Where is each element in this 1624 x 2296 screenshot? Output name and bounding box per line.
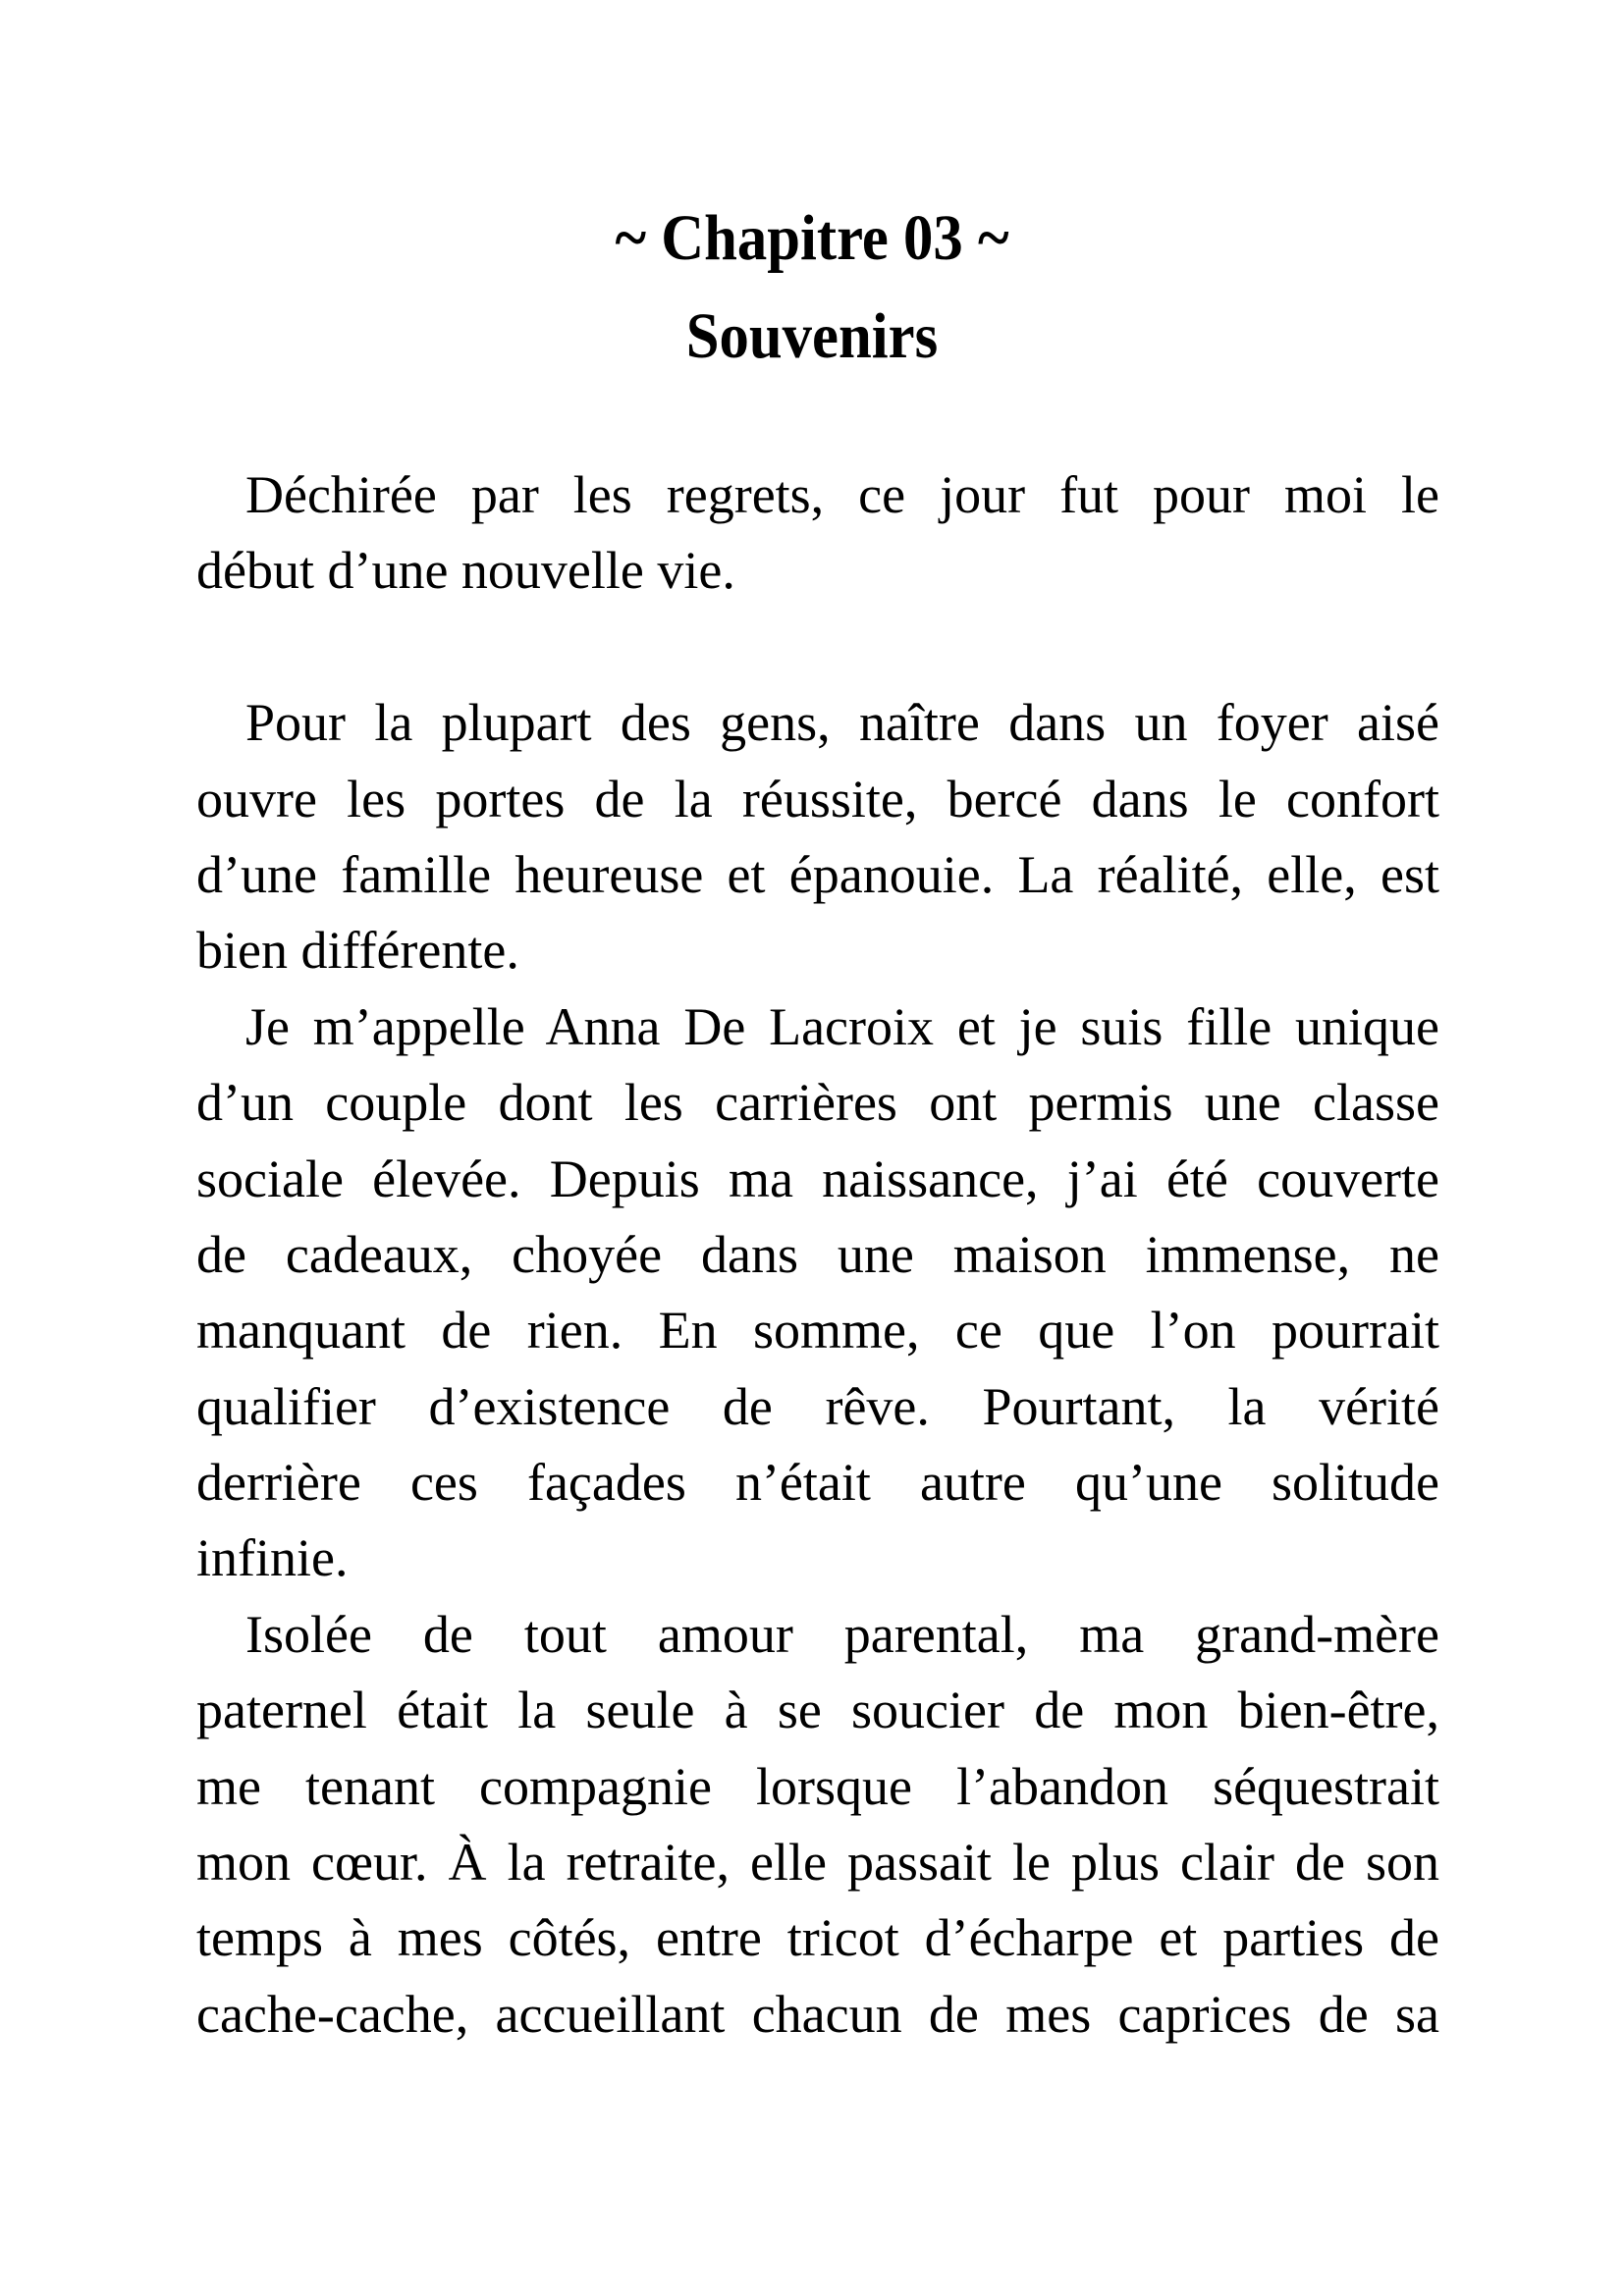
text-line: me tenant compagnie lorsque l’abandon séquestrait — [196, 1756, 1439, 1816]
paragraph-3 — [196, 989, 1439, 1597]
paragraph-2 — [196, 685, 1439, 989]
text-line: mon cœur. À la retraite, elle passait le plus clair de son — [196, 1833, 1439, 1893]
text-line: sociale élevée. Depuis ma naissance, j’ai été couverte — [196, 1148, 1439, 1208]
text-line: derrière ces façades n’était autre qu’une solitude — [196, 1453, 1439, 1513]
text-line: manquant de rien. En somme, ce que l’on pourrait — [196, 1301, 1439, 1361]
text-line: début d’une nouvelle vie. — [196, 541, 735, 601]
text-line: temps à mes côtés, entre tricot d’écharpe et parties de — [196, 1908, 1439, 1968]
chapter-subtitle: Souvenirs — [685, 300, 939, 372]
chapter-title — [0, 189, 1624, 386]
text-line: cache-cache, accueillant chacun de mes caprices de sa — [196, 1984, 1439, 2044]
text-line: Je m’appelle Anna De Lacroix et je suis fille unique — [245, 996, 1439, 1056]
text-line: de cadeaux, choyée dans une maison immense, ne — [196, 1224, 1439, 1284]
text-line: qualifier d’existence de rêve. Pourtant, la vérité — [196, 1376, 1439, 1436]
chapter-heading: ~ Chapitre 03 ~ — [615, 202, 1009, 274]
text-line: d’un couple dont les carrières ont permis une classe — [196, 1073, 1439, 1133]
text-line: paternel était la seule à se soucier de mon bien-être, — [196, 1681, 1439, 1740]
text-line: Pour la plupart des gens, naître dans un foyer aisé — [245, 693, 1439, 753]
text-line: Déchirée par les regrets, ce jour fut pour moi le — [245, 465, 1439, 524]
paragraph-1 — [196, 457, 1439, 610]
chapter-body — [196, 457, 1439, 2053]
paragraph-gap — [196, 610, 1439, 685]
text-line: infinie. — [196, 1528, 349, 1588]
text-line: bien différente. — [196, 921, 519, 981]
text-line: d’une famille heureuse et épanouie. La réalité, elle, est — [196, 844, 1439, 904]
text-line: ouvre les portes de la réussite, bercé dans le confort — [196, 769, 1439, 828]
paragraph-4 — [196, 1597, 1439, 2053]
text-line: Isolée de tout amour parental, ma grand-mère — [245, 1604, 1439, 1664]
